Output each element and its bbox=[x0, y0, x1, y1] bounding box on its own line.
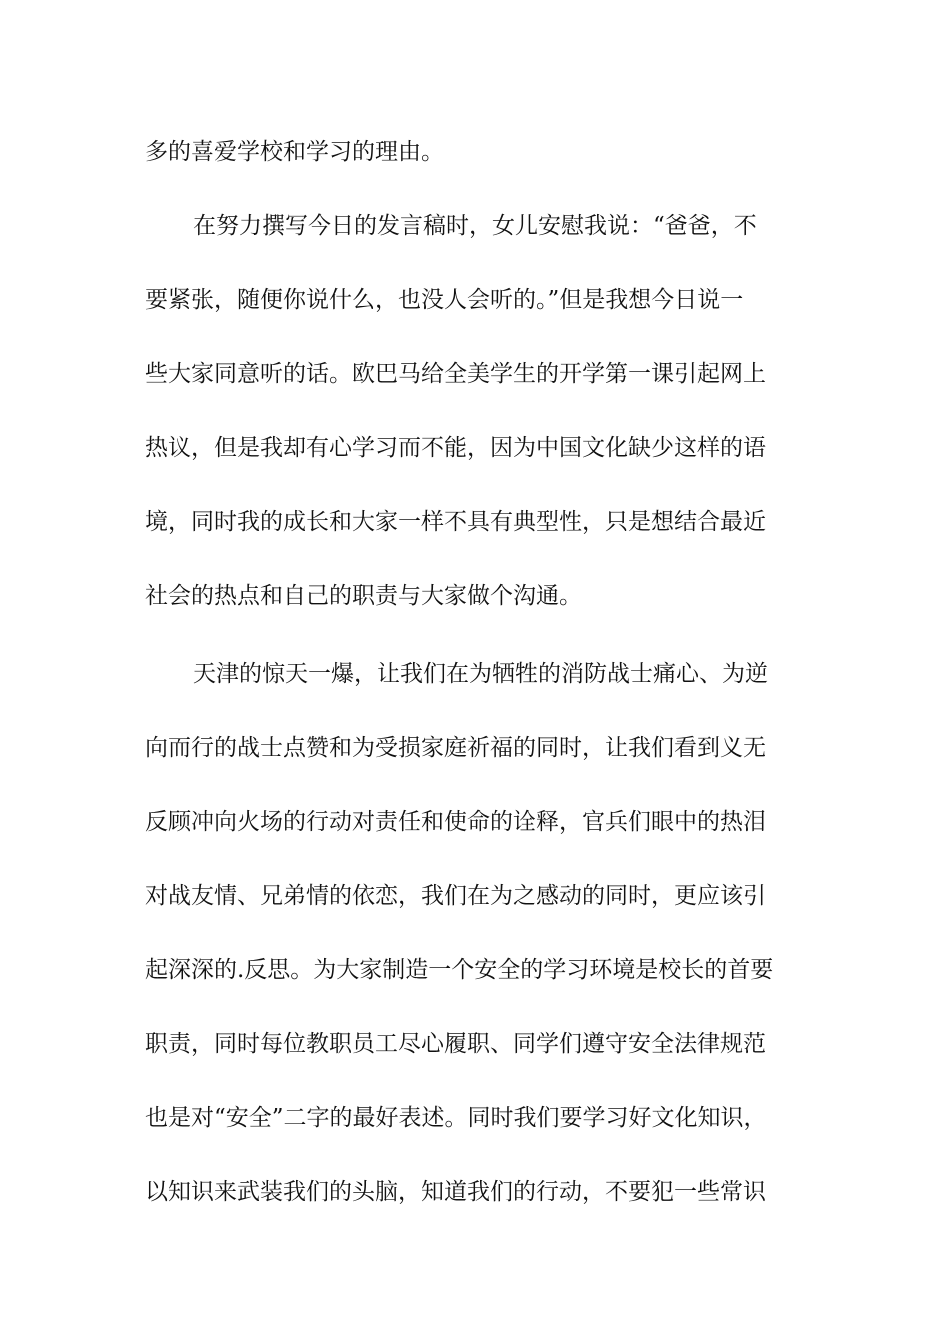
text-line: 多的喜爱学校和学习的理由。 bbox=[145, 139, 444, 165]
text-line: 对战友情、兄弟情的依恋，我们在为之感动的同时，更应该引 bbox=[145, 883, 766, 909]
text-line: 向而行的战士点赞和为受损家庭祈福的同时，让我们看到义无 bbox=[145, 735, 766, 761]
text-line: 境，同时我的成长和大家一样不具有典型性，只是想结合最近 bbox=[145, 509, 766, 535]
text-line: 社会的热点和自己的职责与大家做个沟通。 bbox=[145, 583, 582, 609]
paragraph-start-line: 在努力撰写今日的发言稿时，女儿安慰我说：“爸爸，不 bbox=[193, 213, 757, 239]
text-line: 也是对“安全”二字的最好表述。同时我们要学习好文化知识， bbox=[145, 1105, 767, 1131]
paragraph-start-line: 天津的惊天一爆，让我们在为牺牲的消防战士痛心、为逆 bbox=[193, 661, 768, 687]
text-line: 些大家同意听的话。欧巴马给全美学生的开学第一课引起网上 bbox=[145, 361, 766, 387]
text-line: 反顾冲向火场的行动对责任和使命的诠释，官兵们眼中的热泪 bbox=[145, 809, 766, 835]
text-line: 要紧张，随便你说什么，也没人会听的。”但是我想今日说一 bbox=[145, 287, 744, 313]
text-line: 以知识来武装我们的头脑，知道我们的行动，不要犯一些常识 bbox=[145, 1179, 766, 1205]
text-line: 热议，但是我却有心学习而不能，因为中国文化缺少这样的语 bbox=[145, 435, 766, 461]
text-line: 职责，同时每位教职员工尽心履职、同学们遵守安全法律规范 bbox=[145, 1031, 766, 1057]
text-line: 起深深的.反思。为大家制造一个安全的学习环境是校长的首要 bbox=[145, 957, 774, 983]
